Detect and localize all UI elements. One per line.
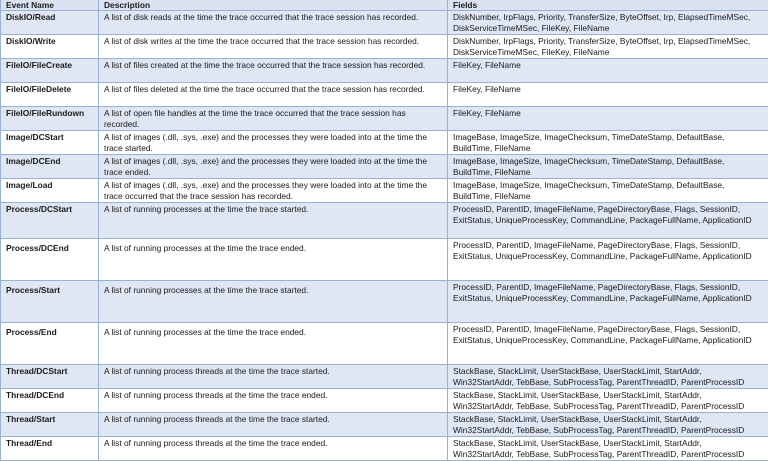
event-name-cell: Process/DCStart (1, 203, 99, 239)
event-name-cell: Thread/Start (1, 413, 99, 437)
table-row (1, 83, 768, 107)
description-cell: A list of disk reads at the time the trace occurred that the trace session has recorded. (99, 11, 448, 35)
table-row (1, 131, 768, 155)
table-row (1, 203, 768, 239)
table-row (1, 389, 768, 413)
fields-cell: ImageBase, ImageSize, ImageChecksum, TimeDateStamp, DefaultBase, BuildTime, FileName (448, 131, 768, 155)
fields-cell: FileKey, FileName (448, 107, 768, 131)
fields-cell: StackBase, StackLimit, UserStackBase, UserStackLimit, StartAddr, Win32StartAddr, TebBase, SubProcessTag, ParentThreadID, ParentProcessID (448, 389, 768, 413)
description-cell: A list of images (.dll, .sys, .exe) and the processes they were loaded into at the time the trace ended. (99, 155, 448, 179)
table-row (1, 11, 768, 35)
event-name-cell: Thread/End (1, 437, 99, 461)
table-row (1, 413, 768, 437)
table-row (1, 179, 768, 203)
fields-cell: DiskNumber, IrpFlags, Priority, TransferSize, ByteOffset, Irp, ElapsedTimeMSec, DiskServiceTimeMSec, FileKey, FileName (448, 11, 768, 35)
table-row (1, 239, 768, 281)
description-cell: A list of files created at the time the trace occurred that the trace session has recorded. (99, 59, 448, 83)
fields-cell: ProcessID, ParentID, ImageFileName, PageDirectoryBase, Flags, SessionID, ExitStatus, UniqueProcessKey, CommandLine, PackageFullName, ApplicationID (448, 203, 768, 239)
description-cell: A list of running processes at the time the trace started. (99, 203, 448, 239)
fields-cell: FileKey, FileName (448, 83, 768, 107)
fields-cell: StackBase, StackLimit, UserStackBase, UserStackLimit, StartAddr, Win32StartAddr, TebBase, SubProcessTag, ParentThreadID, ParentProcessID (448, 413, 768, 437)
fields-cell: ProcessID, ParentID, ImageFileName, PageDirectoryBase, Flags, SessionID, ExitStatus, UniqueProcessKey, CommandLine, PackageFullName, ApplicationID (448, 323, 768, 365)
table-row (1, 107, 768, 131)
fields-cell: DiskNumber, IrpFlags, Priority, TransferSize, ByteOffset, Irp, ElapsedTimeMSec, DiskServiceTimeMSec, FileKey, FileName (448, 35, 768, 59)
event-name-cell: DiskIO/Read (1, 11, 99, 35)
event-name-cell: FileIO/FileCreate (1, 59, 99, 83)
fields-cell: ProcessID, ParentID, ImageFileName, PageDirectoryBase, Flags, SessionID, ExitStatus, UniqueProcessKey, CommandLine, PackageFullName, ApplicationID (448, 281, 768, 323)
header-fields: Fields (448, 0, 768, 11)
event-name-cell: Image/DCStart (1, 131, 99, 155)
description-cell: A list of files deleted at the time the trace occurred that the trace session has recorded. (99, 83, 448, 107)
header-description: Description (99, 0, 448, 11)
fields-cell: StackBase, StackLimit, UserStackBase, UserStackLimit, StartAddr, Win32StartAddr, TebBase, SubProcessTag, ParentThreadID, ParentProcessID (448, 437, 768, 461)
event-name-cell: Image/Load (1, 179, 99, 203)
fields-cell: ProcessID, ParentID, ImageFileName, PageDirectoryBase, Flags, SessionID, ExitStatus, UniqueProcessKey, CommandLine, PackageFullName, ApplicationID (448, 239, 768, 281)
table-row (1, 35, 768, 59)
event-name-cell: Thread/DCEnd (1, 389, 99, 413)
description-cell: A list of running processes at the time the trace ended. (99, 239, 448, 281)
fields-cell: ImageBase, ImageSize, ImageChecksum, TimeDateStamp, DefaultBase, BuildTime, FileName (448, 155, 768, 179)
header-event-name: Event Name (1, 0, 99, 11)
event-name-cell: FileIO/FileDelete (1, 83, 99, 107)
description-cell: A list of running process threads at the time the trace ended. (99, 437, 448, 461)
event-name-cell: Process/Start (1, 281, 99, 323)
table-header-row (1, 0, 768, 11)
table-row (1, 155, 768, 179)
event-name-cell: Process/DCEnd (1, 239, 99, 281)
description-cell: A list of images (.dll, .sys, .exe) and the processes they were loaded into at the time the trace occurred that the trace session has recorded. (99, 179, 448, 203)
event-name-cell: Thread/DCStart (1, 365, 99, 389)
event-name-cell: Process/End (1, 323, 99, 365)
description-cell: A list of running process threads at the time the trace started. (99, 365, 448, 389)
table-row (1, 365, 768, 389)
fields-cell: FileKey, FileName (448, 59, 768, 83)
table-row (1, 281, 768, 323)
description-cell: A list of images (.dll, .sys, .exe) and the processes they were loaded into at the time the trace started. (99, 131, 448, 155)
description-cell: A list of running processes at the time the trace ended. (99, 323, 448, 365)
description-cell: A list of running process threads at the time the trace ended. (99, 389, 448, 413)
description-cell: A list of running processes at the time the trace started. (99, 281, 448, 323)
description-cell: A list of open file handles at the time the trace occurred that the trace session has recorded. (99, 107, 448, 131)
event-name-cell: Image/DCEnd (1, 155, 99, 179)
description-cell: A list of disk writes at the time the trace occurred that the trace session has recorded. (99, 35, 448, 59)
event-name-cell: DiskIO/Write (1, 35, 99, 59)
table-row (1, 59, 768, 83)
event-name-cell: FileIO/FileRundown (1, 107, 99, 131)
description-cell: A list of running process threads at the time the trace started. (99, 413, 448, 437)
fields-cell: ImageBase, ImageSize, ImageChecksum, TimeDateStamp, DefaultBase, BuildTime, FileName (448, 179, 768, 203)
table-row (1, 437, 768, 461)
fields-cell: StackBase, StackLimit, UserStackBase, UserStackLimit, StartAddr, Win32StartAddr, TebBase, SubProcessTag, ParentThreadID, ParentProcessID (448, 365, 768, 389)
table-row (1, 323, 768, 365)
